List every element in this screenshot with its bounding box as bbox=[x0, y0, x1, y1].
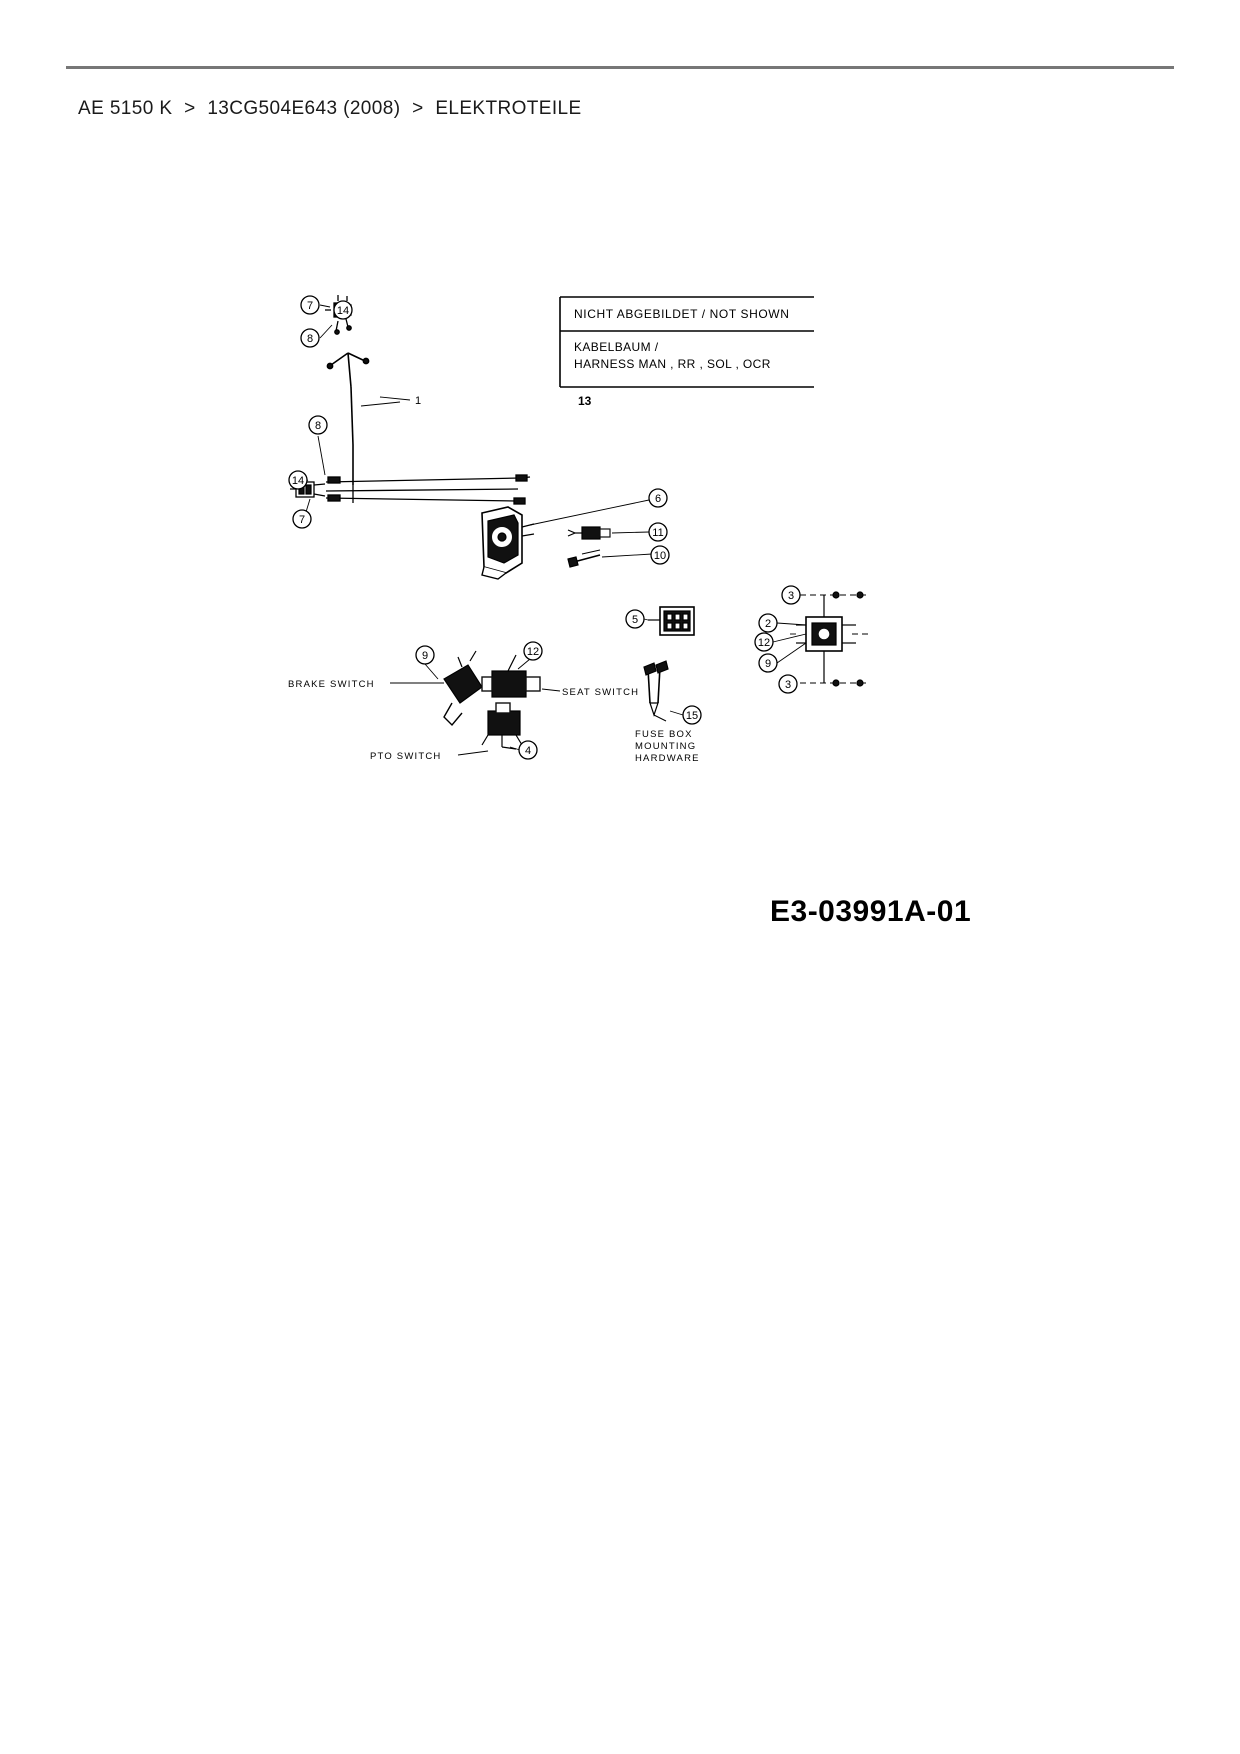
breadcrumb-item-model[interactable]: AE 5150 K bbox=[78, 98, 173, 119]
callout-3a[interactable] bbox=[782, 586, 800, 604]
breadcrumb-item-serial[interactable]: 13CG504E643 (2008) bbox=[207, 98, 401, 119]
callout-label: 2 bbox=[764, 618, 772, 630]
callout-7b[interactable] bbox=[293, 510, 311, 528]
callout-label: 7 bbox=[306, 300, 314, 312]
callout-2[interactable] bbox=[759, 614, 777, 632]
callout-label: 1 bbox=[414, 395, 422, 407]
callout-7a[interactable] bbox=[301, 296, 319, 314]
drawing-code: E3-03991A-01 bbox=[770, 895, 972, 928]
callout-10[interactable] bbox=[651, 546, 669, 564]
label-fuse-box-1: FUSE BOX bbox=[635, 729, 693, 740]
part-plug-11 bbox=[568, 527, 610, 539]
callout-14b[interactable] bbox=[289, 471, 307, 489]
not-shown-item-number: 13 bbox=[578, 394, 592, 408]
callout-3b[interactable] bbox=[779, 675, 797, 693]
callout-11[interactable] bbox=[649, 523, 667, 541]
callout-9a[interactable] bbox=[759, 654, 777, 672]
callout-label: 4 bbox=[524, 745, 532, 757]
callout-label: 11 bbox=[652, 527, 664, 539]
callout-label: 14 bbox=[291, 475, 305, 487]
callout-1[interactable] bbox=[415, 395, 421, 407]
harness-main-wire bbox=[327, 353, 368, 485]
breadcrumb-item-section[interactable]: ELEKTROTEILE bbox=[435, 98, 582, 119]
label-fuse-box-3: HARDWARE bbox=[635, 753, 700, 764]
callout-9b[interactable] bbox=[416, 646, 434, 664]
part-pto-switch bbox=[482, 703, 522, 749]
callout-8a[interactable] bbox=[301, 329, 319, 347]
not-shown-line2: HARNESS MAN , RR , SOL , OCR bbox=[574, 357, 771, 371]
callout-label: 3 bbox=[784, 679, 792, 691]
breadcrumb-separator-2: > bbox=[412, 98, 424, 119]
callout-label: 5 bbox=[631, 614, 639, 626]
callout-label: 6 bbox=[654, 493, 662, 505]
label-pto-switch: PTO SWITCH bbox=[370, 751, 442, 762]
not-shown-line1: KABELBAUM / bbox=[574, 340, 659, 354]
callout-label: 12 bbox=[757, 637, 771, 649]
callout-8b[interactable] bbox=[309, 416, 327, 434]
callout-label: 3 bbox=[787, 590, 795, 602]
callout-label: 12 bbox=[526, 646, 540, 658]
callout-12b[interactable] bbox=[524, 642, 542, 660]
callout-5[interactable] bbox=[626, 610, 644, 628]
callout-label: 15 bbox=[685, 710, 699, 722]
callout-label: 8 bbox=[306, 333, 314, 345]
header-divider bbox=[66, 66, 1174, 69]
callout-14a[interactable] bbox=[334, 301, 352, 319]
part-solenoid-assembly bbox=[787, 590, 870, 686]
callout-12a[interactable] bbox=[755, 633, 773, 651]
callout-label: 10 bbox=[653, 550, 667, 562]
part-bolt-10 bbox=[568, 550, 600, 567]
label-brake-switch: BRAKE SWITCH bbox=[288, 679, 375, 690]
part-brake-switch bbox=[444, 651, 482, 725]
part-fuse-box-hardware bbox=[644, 661, 668, 721]
callout-15[interactable] bbox=[683, 706, 701, 724]
part-fuse-block bbox=[648, 607, 694, 635]
breadcrumb bbox=[78, 98, 582, 120]
callout-label: 8 bbox=[314, 420, 322, 432]
callout-6[interactable] bbox=[649, 489, 667, 507]
parts-diagram bbox=[230, 155, 990, 925]
harness-leads bbox=[326, 475, 530, 504]
callout-label: 9 bbox=[421, 650, 429, 662]
label-fuse-box-2: MOUNTING bbox=[635, 741, 697, 752]
label-seat-switch: SEAT SWITCH bbox=[562, 687, 640, 698]
not-shown-title: NICHT ABGEBILDET / NOT SHOWN bbox=[574, 307, 790, 321]
part-seat-switch bbox=[482, 655, 540, 697]
breadcrumb-separator-1: > bbox=[184, 98, 196, 119]
callout-4[interactable] bbox=[519, 741, 537, 759]
callout-label: 14 bbox=[336, 305, 350, 317]
callout-label: 9 bbox=[764, 658, 772, 670]
callout-label: 7 bbox=[298, 514, 306, 526]
part-ignition-switch bbox=[482, 507, 534, 579]
